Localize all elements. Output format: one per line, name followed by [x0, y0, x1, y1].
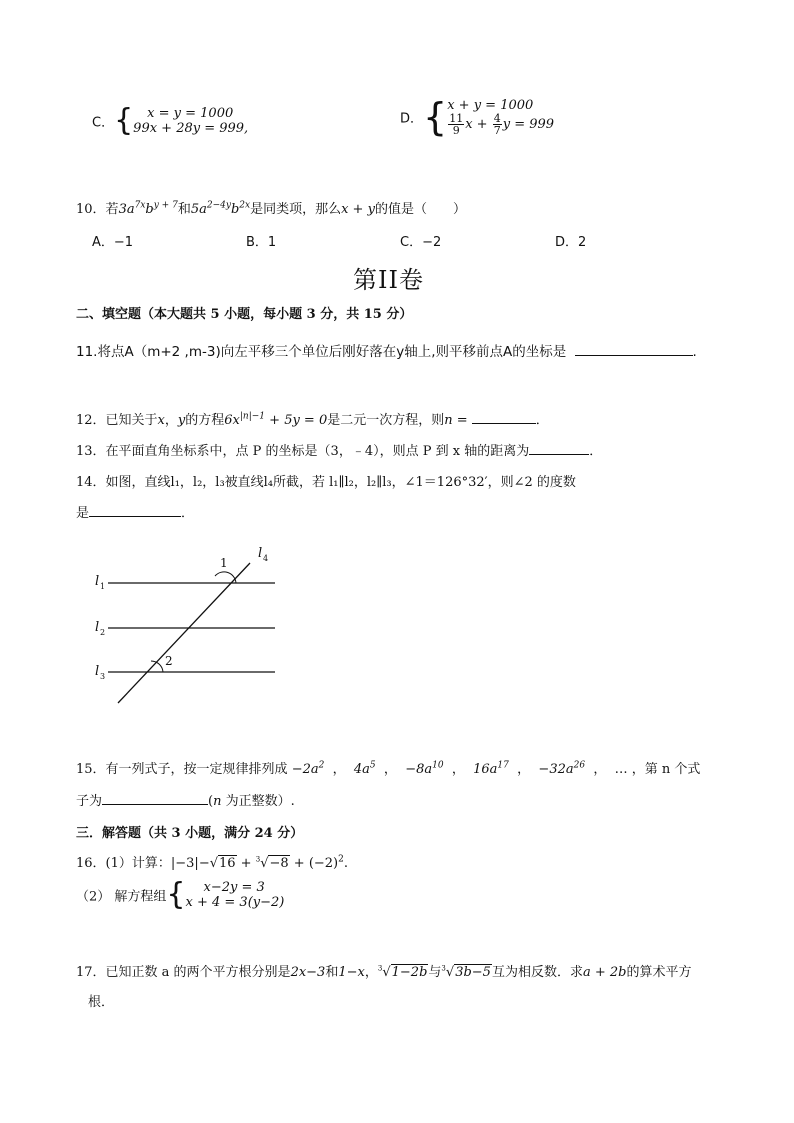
q10-option-c: C．−2	[400, 235, 442, 250]
q9-option-d	[400, 95, 555, 139]
q10-term1: $3a^{7x}b^{y + 7}$	[118, 200, 178, 217]
q14-line1: 14．如图，直线l₁，l₂，l₃被直线l₄所截，若 l₁∥l₂，l₂∥l₃，∠1＝126°32′，则∠2 的度数	[76, 475, 576, 490]
q9-option-c	[92, 103, 249, 138]
q11: 11.将点A（m+2 ,m-3)向左平移三个单位后刚好落在y轴上,则平移前点A的坐标是 .	[76, 344, 697, 360]
label-l4: l	[258, 546, 263, 561]
q14-line2: 是 ．	[76, 506, 195, 521]
option-d-eq2: $\frac{11}{9}$ x + $\frac{4}{7}$ y = 999	[449, 112, 555, 137]
parallel-lines-figure	[90, 545, 290, 710]
q10-suffix: 是同类项，那么	[250, 202, 342, 217]
svg-text:3: 3	[100, 672, 106, 681]
option-c-label: C．	[92, 115, 115, 131]
q12-answer-blank	[472, 411, 536, 424]
q16-system: x−2y = 3 x + 4 = 3(y−2)	[185, 880, 285, 910]
q10-number: 10．	[76, 202, 106, 217]
angle-2-label: 2	[165, 654, 173, 668]
q12-prefix: 12．已知关于	[76, 413, 158, 428]
svg-text:4: 4	[263, 554, 269, 563]
q17-line2: 根．	[88, 995, 115, 1010]
q10-and: 和	[177, 202, 191, 217]
q15-answer-blank	[102, 792, 208, 805]
option-d-eq1: x + y = 1000	[447, 98, 534, 113]
part2-title: 第II卷	[353, 266, 424, 294]
q17-line1: 17．已知正数 a 的两个平方根分别是2x−3和1−x，$^3$√1−2b与$^3$√3b−5互为相反数．求a + 2b的算术平方	[76, 964, 692, 980]
q12-suffix: 是二元一次方程，则	[327, 413, 445, 428]
angle-1-label: 1	[220, 556, 228, 570]
section3-heading: 三．解答题（共 3 小题，满分 24 分）	[76, 826, 304, 841]
q15-terms: $-2a^2$ ， $4a^5$ ， $-8a^{10}$ ， $16a^{17}$ ， $-32a^{26}$ ，	[291, 760, 607, 777]
q13-text: 13．在平面直角坐标系中，点 P 的坐标是（3，﹣4），则点 P 到 x 轴的距离为	[76, 444, 530, 459]
q10-prefix: 若	[105, 202, 119, 217]
label-l2: l	[95, 620, 100, 635]
q16-part1: 16．(1）计算：$|-3|-√16 + ^3√-8 + (-2)^2$.	[76, 854, 348, 871]
q15-line2: 子为 (n 为正整数）.	[76, 794, 295, 809]
q10-option-a: A．−1	[92, 235, 134, 250]
q16-expression: $|-3|-√16 + ^3√-8 + (-2)^2$	[170, 854, 344, 871]
option-c-eq2: 99x + 28y = 999,	[133, 121, 249, 136]
q10-option-d: D．2	[555, 235, 587, 250]
q10-term2: $5a^{2-4y}b^{2x}$	[190, 200, 251, 217]
q10-ask: 的值是（ ）	[374, 202, 466, 217]
q11-text: 11.将点A（m+2 ,m-3)向左平移三个单位后刚好落在y轴上,则平移前点A的坐标是	[76, 344, 567, 360]
q14-answer-blank	[89, 504, 181, 517]
line-l4	[118, 563, 250, 703]
q11-answer-blank	[575, 343, 693, 356]
label-l1: l	[95, 574, 100, 589]
q12: 12．已知关于x，y的方程$6x^{|n|-1} + 5y = 0$是二元一次方程，则n = ．	[76, 411, 549, 428]
brace-icon: {	[423, 95, 448, 139]
q12-equation: $6x^{|n|-1} + 5y = 0$	[224, 411, 328, 428]
q10-option-b: B．1	[246, 235, 277, 250]
option-c-eq1: x = y = 1000	[147, 106, 234, 121]
option-c-system	[133, 106, 248, 136]
q15-line1: 15．有一列式子，按一定规律排列成 $-2a^2$ ， $4a^5$ ， $-8a^{10}$ ， $16a^{17}$ ， $-32a^{26}$ ， … ，第 n 个式	[76, 760, 701, 777]
q10-stem	[76, 198, 466, 217]
q13-answer-blank	[529, 442, 589, 455]
q13: 13．在平面直角坐标系中，点 P 的坐标是（3，﹣4），则点 P 到 x 轴的距离为 ．	[76, 444, 603, 459]
svg-text:2: 2	[100, 628, 106, 637]
q15-prefix: 15．有一列式子，按一定规律排列成	[76, 762, 288, 777]
q16-part2: （2） 解方程组{ x−2y = 3 x + 4 = 3(y−2)	[76, 877, 285, 912]
section2-heading: 二、填空题（本大题共 5 小题，每小题 3 分，共 15 分）	[76, 307, 413, 322]
q10-expr: x + y	[341, 202, 375, 217]
option-d-label: D．	[400, 111, 424, 127]
option-d-system	[447, 98, 554, 136]
label-l3: l	[95, 664, 100, 679]
svg-text:1: 1	[100, 582, 106, 591]
q12-mid: 的方程	[185, 413, 225, 428]
brace-icon: {	[114, 103, 134, 138]
brace-icon: {	[166, 877, 186, 912]
